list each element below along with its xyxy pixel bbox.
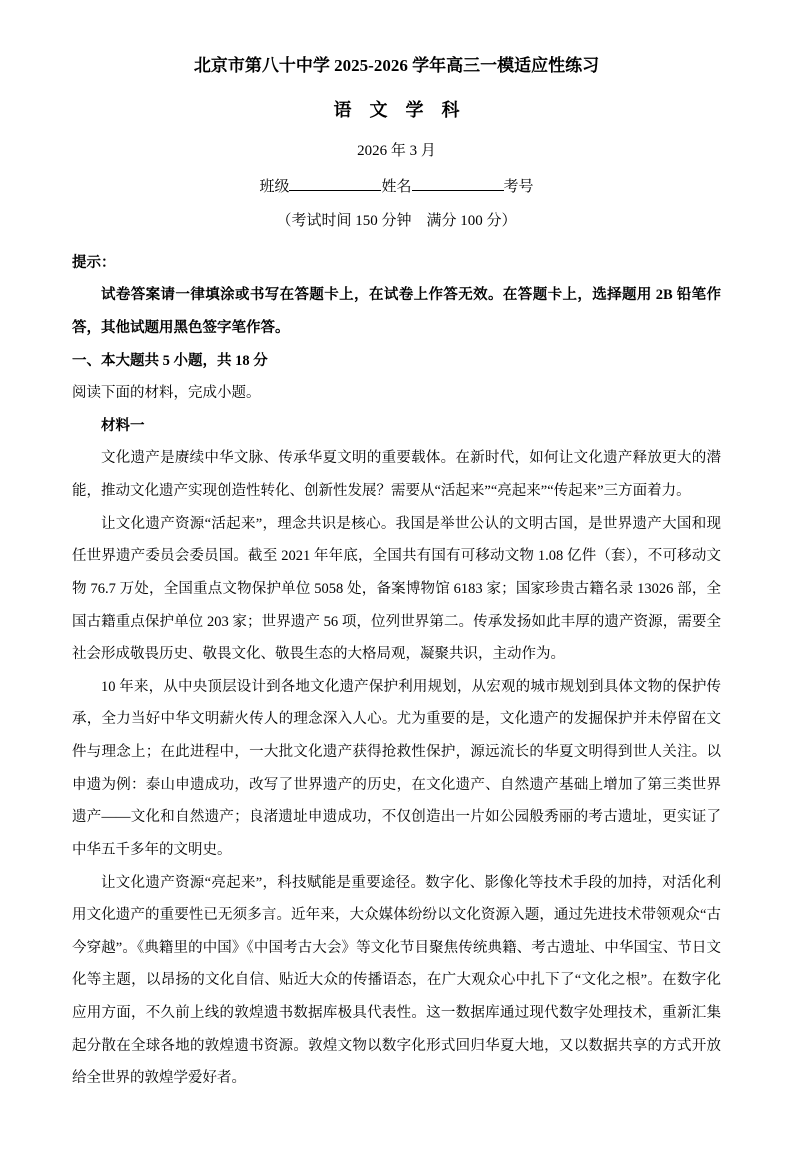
notice-body: 试卷答案请一律填涂或书写在答题卡上，在试卷上作答无效。在答题卡上，选择题用 2B 铅笔作答，其他试题用黑色签字笔作答。	[72, 287, 721, 336]
material-paragraph: 文化遗产是赓续中华文脉、传承华夏文明的重要载体。在新时代，如何让文化遗产释放更大的潜能，推动文化遗产实现创造性转化、创新性发展？需要从“活起来”“亮起来”“传起来”三方面着力。	[72, 450, 721, 500]
material-paragraph: 10 年来，从中央顶层设计到各地文化遗产保护利用规划，从宏观的城市规划到具体文物的保护传承，全力当好中华文明薪火传人的理念深入人心。尤为重要的是，文化遗产的发掘保护并未停留在文件与理念上；在此进程中，一大批文化遗产获得抢救性保护，源远流长的华夏文明得到世人关注。以申遗为例：泰山申遗成功，改写了世界遗产的历史，在文化遗产、自然遗产基础上增加了第三类世界遗产——文化和自然遗产；良渚遗址申遗成功，不仅创造出一片如公园般秀丽的考古遗址，更实证了中华五千多年的文明史。	[72, 678, 721, 858]
name-blank-field	[412, 175, 504, 191]
exam-id-label: 考号	[503, 178, 534, 195]
exam-date: 2026 年 3 月	[357, 143, 436, 160]
class-label: 班级	[259, 178, 290, 195]
name-label: 姓名	[381, 178, 412, 195]
class-blank-field	[289, 175, 381, 191]
material-paragraph: 让文化遗产资源“亮起来”，科技赋能是重要途径。数字化、影像化等技术手段的加持，对活化利用文化遗产的重要性已无须多言。近年来，大众媒体纷纷以文化资源入题，通过先进技术带领观众“古今穿越”。《典籍里的中国》《中国考古大会》等文化节目聚焦传统典籍、考古遗址、中华国宝、节日文化等主题，以昂扬的文化自信、贴近大众的传播语态，在广大观众心中扎下了“文化之根”。在数字化应用方面，不久前上线的敦煌遗书数据库极具代表性。这一数据库通过现代数字处理技术，重新汇集起分散在全球各地的敦煌遗书资源。敦煌文物以数字化形式回归华夏大地，又以数据共享的方式开放给全世界的敦煌学爱好者。	[72, 874, 721, 1087]
section-one-heading: 一、本大题共 5 小题，共 18 分	[72, 352, 268, 369]
paper-title: 北京市第八十中学 2025-2026 学年高三一模适应性练习	[193, 56, 600, 75]
student-info-line	[72, 175, 721, 199]
section-one-intro: 阅读下面的材料，完成小题。	[72, 385, 261, 402]
notice-label: 提示：	[72, 254, 116, 271]
subject-title: 语 文 学 科	[333, 100, 460, 121]
material-one-title: 材料一	[101, 417, 145, 434]
material-paragraph: 让文化遗产资源“活起来”，理念共识是核心。我国是举世公认的文明古国，是世界遗产大国和现任世界遗产委员会委员国。截至 2021 年年底，全国共有国有可移动文物 1.08 亿件（套），不可移动文物 76.7 万处，全国重点文物保护单位 5058 处，备案博物馆 6183 家；国家珍贵古籍名录 13026 部，全国古籍重点保护单位 203 家；世界遗产 56 项，位列世界第二。传承发扬如此丰厚的遗产资源，需要全社会形成敬畏历史、敬畏文化、敬畏生态的大格局观，凝聚共识，主动作为。	[72, 515, 721, 663]
exam-info: （考试时间 150 分钟 满分 100 分）	[276, 212, 517, 229]
